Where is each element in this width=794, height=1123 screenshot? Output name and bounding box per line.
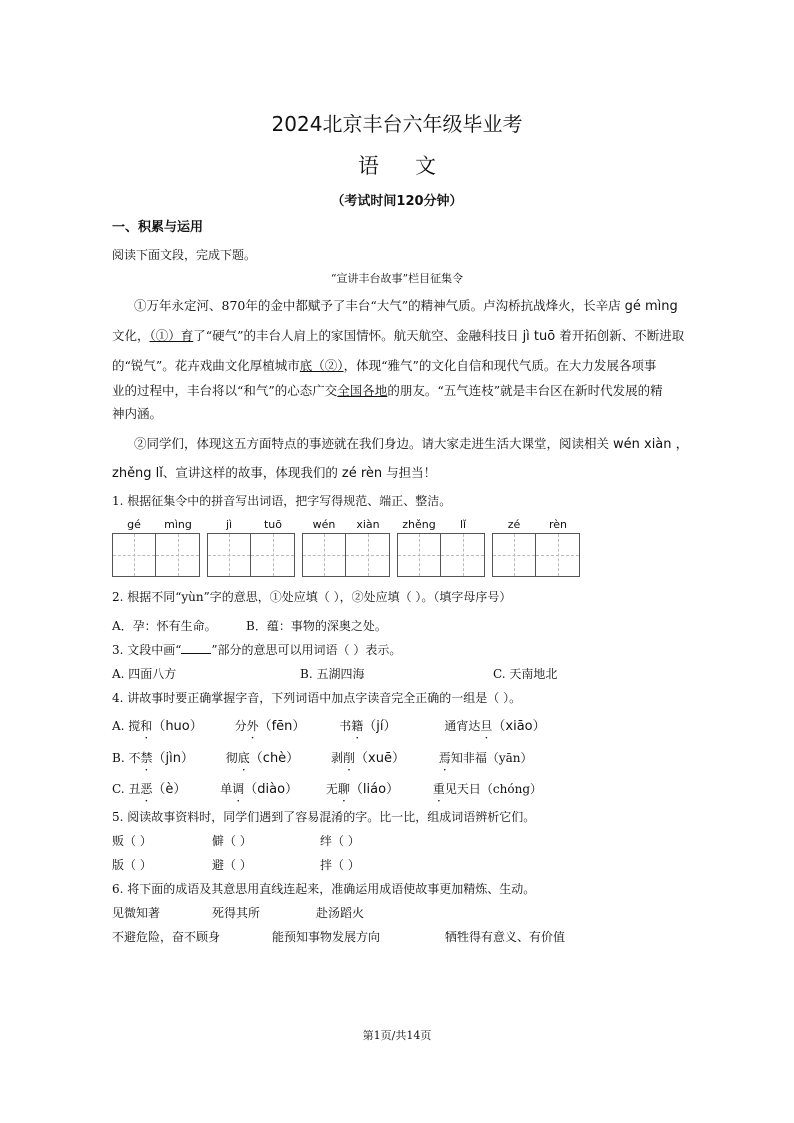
q4-pinyin: （xuē） bbox=[355, 751, 405, 766]
meaning-3: 牺牲得有意义、有价值 bbox=[445, 930, 566, 944]
pinyin-label: zé bbox=[507, 518, 521, 531]
para2-text: 、宣讲这样的故事，体现我们的 bbox=[162, 465, 338, 480]
q2-option-a: A．孕：怀有生命。 bbox=[112, 619, 217, 633]
q5-item: 贩（ ） bbox=[112, 834, 152, 848]
underlined-phrase: 全国各地 bbox=[337, 383, 388, 398]
q4-pinyin: （liáo） bbox=[349, 782, 400, 797]
q4-text: A. 搅 bbox=[112, 719, 141, 733]
para2-text: ②同学们，体现这五方面特点的事迹就在我们身边。请大家走进生活大课堂，阅读相关 bbox=[134, 436, 610, 451]
q2-option-b: B．蕴：事物的深奥之处。 bbox=[246, 619, 387, 633]
tian-cell[interactable] bbox=[493, 534, 536, 576]
para2-line1 bbox=[134, 433, 689, 452]
q5-item: 版（ ） bbox=[112, 858, 152, 872]
pinyin-label: wén bbox=[312, 518, 336, 531]
q3-stem: ”部分的意思可以用词语（ ）表示。 bbox=[211, 643, 402, 657]
tian-cell[interactable] bbox=[156, 534, 199, 576]
word-box-3 bbox=[302, 518, 390, 532]
blank-2: 底（②） bbox=[299, 358, 344, 373]
tian-cell[interactable] bbox=[113, 534, 156, 576]
dotted-char: 底 bbox=[237, 751, 250, 765]
question-3 bbox=[112, 641, 401, 658]
para1-text: ，体现“雅气”的文化自信和现代气质。在大力发展各项事 bbox=[343, 358, 657, 373]
question-4: 4. 讲故事时要正确掌握字音，下列词语中加点字读音完全正确的一组是（ ）。 bbox=[112, 691, 522, 705]
subject-title bbox=[0, 150, 794, 180]
question-2: 2. 根据不同“yùn”字的意思，①处应填（ ），②处应填（ ）。（填字母序号） bbox=[112, 590, 512, 604]
para1-text: 着开拓创新、不断进取 bbox=[559, 328, 685, 343]
question-5: 5. 阅读故事资料时，同学们遇到了容易混淆的字。比一比，组成词语辨析它们。 bbox=[112, 810, 536, 824]
word-box-1 bbox=[112, 518, 200, 532]
dotted-char: 和 bbox=[140, 719, 153, 733]
exam-time: （考试时间120分钟） bbox=[331, 194, 463, 209]
dotted-char: 籍 bbox=[351, 719, 364, 733]
q4-option-b bbox=[112, 747, 533, 766]
pinyin-label: rèn bbox=[548, 518, 568, 531]
q4-pinyin: （jìn） bbox=[152, 751, 194, 766]
subject-char-2: 文 bbox=[415, 154, 436, 178]
q4-text: 彻 bbox=[225, 751, 238, 765]
idiom-2: 死得其所 bbox=[212, 906, 261, 920]
word-box-2 bbox=[207, 518, 295, 532]
q4-pinyin: （jí） bbox=[363, 719, 397, 734]
para1-text: 业的过程中，丰台将以“和气”的心态广交 bbox=[112, 383, 338, 398]
dotted-char: 重 bbox=[432, 782, 445, 796]
para2-text: 与担当！ bbox=[386, 465, 437, 480]
dotted-char: 焉 bbox=[438, 751, 451, 765]
q4-text: 剥 bbox=[331, 751, 344, 765]
q3-option-b: B. 五湖四海 bbox=[300, 667, 365, 681]
question-1: 1. 根据征集令中的拼音写出词语，把字写得规范、端正、整洁。 bbox=[112, 494, 452, 508]
dotted-char: 旦 bbox=[480, 719, 493, 733]
q3-option-c: C. 天南地北 bbox=[493, 667, 558, 681]
tian-cell[interactable] bbox=[303, 534, 346, 576]
pinyin-label: xiàn bbox=[356, 518, 380, 531]
tian-cell[interactable] bbox=[536, 534, 579, 576]
para1-text: 了“硬气”的丰台人肩上的家国情怀。航天航空、金融科技日 bbox=[193, 328, 519, 343]
writing-grid bbox=[112, 518, 592, 580]
pinyin-label: mìng bbox=[164, 518, 192, 531]
para1-text: ①万年永定河、870年的金中都赋予了丰台“大气”的精神气质。卢沟桥抗战烽火，长辛店 bbox=[134, 298, 621, 313]
blank-1: （①）育 bbox=[149, 328, 194, 343]
q4-text: 书 bbox=[339, 719, 352, 733]
para1-line5: 神内涵。 bbox=[112, 406, 163, 421]
para1-line3 bbox=[112, 356, 656, 374]
q4-pinyin: （chè） bbox=[249, 751, 300, 766]
dotted-char: 调 bbox=[232, 782, 245, 796]
dotted-char: 恶 bbox=[140, 782, 153, 796]
pinyin-zeren: zé rèn bbox=[341, 466, 383, 481]
q5-item: 绊（ ） bbox=[320, 834, 360, 848]
page-number: 第1页/共14页 bbox=[362, 1029, 432, 1042]
tian-cell[interactable] bbox=[398, 534, 441, 576]
pinyin-label: gé bbox=[127, 518, 141, 531]
pinyin-label: lǐ bbox=[459, 518, 467, 531]
q4-pinyin: （fēn） bbox=[258, 719, 306, 734]
underline-sample bbox=[181, 643, 211, 654]
dotted-char: 聊 bbox=[337, 782, 350, 796]
para1-text: 的朋友。“五气连枝”就是丰台区在新时代发展的精 bbox=[387, 383, 663, 398]
q4-option-c bbox=[112, 778, 542, 797]
section-heading: 一、积累与运用 bbox=[112, 220, 204, 235]
para1-text: 的“锐气”。花卉戏曲文化厚植城市 bbox=[112, 358, 300, 373]
para1-text: 文化， bbox=[112, 328, 150, 343]
q4-text: 单 bbox=[220, 782, 233, 796]
para1-line4 bbox=[112, 381, 663, 399]
question-6: 6. 将下面的成语及其意思用直线连起来，准确运用成语使故事更加精炼、生动。 bbox=[112, 882, 536, 896]
subject-char-1: 语 bbox=[358, 154, 379, 178]
dotted-char: 削 bbox=[343, 751, 356, 765]
q4-text: 无 bbox=[325, 782, 338, 796]
word-box-4 bbox=[397, 518, 485, 532]
q5-item: 避（ ） bbox=[212, 858, 252, 872]
q3-stem: 3. 文段中画“ bbox=[112, 643, 182, 657]
tian-cell[interactable] bbox=[346, 534, 389, 576]
pinyin-zhengli: zhěng lǐ bbox=[112, 466, 163, 481]
q4-option-a bbox=[112, 715, 546, 734]
q4-pinyin: （è） bbox=[152, 782, 187, 797]
meaning-1: 不避危险，奋不顾身 bbox=[112, 930, 221, 944]
pinyin-label: tuō bbox=[263, 518, 282, 531]
q3-option-a: A. 四面八方 bbox=[112, 667, 177, 681]
pinyin-label: zhěng bbox=[402, 518, 436, 531]
q4-text: 见天日（chóng） bbox=[444, 782, 543, 796]
q4-pinyin: （huo） bbox=[152, 719, 203, 734]
tian-cell[interactable] bbox=[251, 534, 294, 576]
q4-text: B. 不 bbox=[112, 751, 141, 765]
idiom-1: 见微知著 bbox=[112, 906, 161, 920]
dotted-char: 外 bbox=[246, 719, 259, 733]
word-box-5 bbox=[492, 518, 580, 532]
para1-line1 bbox=[134, 296, 678, 314]
reading-instruction: 阅读下面文段，完成下题。 bbox=[112, 248, 257, 262]
q5-item: 僻（ ） bbox=[212, 834, 252, 848]
q4-pinyin: （diào） bbox=[244, 782, 299, 797]
q4-text: C. 丑 bbox=[112, 782, 141, 796]
page-title: 2024北京丰台六年级毕业考 bbox=[271, 112, 523, 136]
pinyin-wenxian: wén xiàn ， bbox=[613, 437, 689, 452]
q4-text: 分 bbox=[234, 719, 247, 733]
para1-line2 bbox=[112, 326, 684, 344]
tian-cell[interactable] bbox=[208, 534, 251, 576]
q4-text: 通宵达 bbox=[444, 719, 481, 733]
q4-text: 知非福（yān） bbox=[450, 751, 533, 765]
tian-cell[interactable] bbox=[441, 534, 484, 576]
q4-pinyin: （xiāo） bbox=[492, 719, 546, 734]
para2-line2 bbox=[112, 463, 436, 481]
pinyin-label: jì bbox=[225, 518, 233, 531]
pinyin-geming: gé mìng bbox=[624, 299, 678, 314]
idiom-3: 赴汤蹈火 bbox=[316, 906, 365, 920]
dotted-char: 禁 bbox=[140, 751, 153, 765]
meaning-2: 能预知事物发展方向 bbox=[272, 930, 381, 944]
column-title: “宣讲丰台故事”栏目征集令 bbox=[330, 272, 464, 285]
pinyin-jituo: jì tuō bbox=[522, 329, 556, 344]
q5-item: 拌（ ） bbox=[320, 858, 360, 872]
